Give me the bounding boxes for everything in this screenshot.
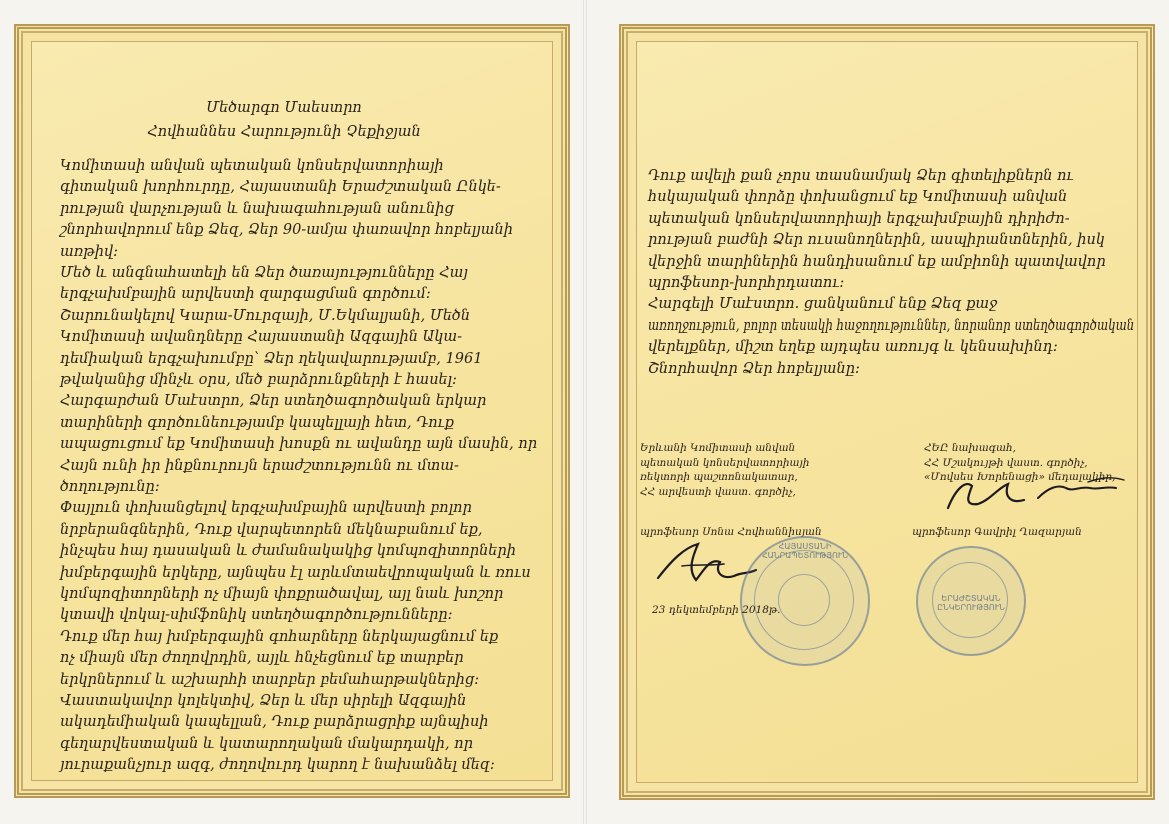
- right-body-line: պետական կոնսերվատորիայի երգչախմբային դիրիժո-: [648, 210, 1070, 227]
- left-body-line: Վաստակավոր կոլեկտիվ, Ձեր և մեր սիրելի Ազգային: [60, 693, 467, 709]
- signatory-right-line: ՀՀ Մշակույթի վաստ. գործիչ,: [924, 456, 1088, 469]
- right-body-line: Հարգելի Մաէստրո. ցանկանում ենք Ձեզ քաջ: [648, 296, 998, 313]
- left-body-line: Դուք մեր հայ խմբերգային գոհարները ներկայացնում եք: [60, 628, 499, 645]
- signatory-left-line: Երևանի Կոմիտասի անվան: [640, 442, 796, 454]
- right-body-line: պրոֆեսոր-խորհրդատու:: [648, 275, 845, 291]
- left-body-line: երգչախմբային արվեստի զարգացման գործում:: [60, 286, 431, 303]
- right-body-line: Շնորհավոր Ձեր հոբելյանը:: [648, 360, 860, 377]
- left-body-line: Մեծ և անգնահատելի են Ձեր ծառայությունները Հայ: [60, 265, 468, 281]
- left-body-line: թվականից մինչև օրս, մեծ բարձրունքների է հասել:: [60, 372, 457, 388]
- left-body-line: րության վարչության և նախագահության անունից: [60, 200, 454, 217]
- official-seal-right: [916, 546, 1026, 656]
- left-body-line: ծողությունը:: [60, 479, 160, 495]
- left-body-line: նրբերանգներին, Դուք վարպետորեն մեկնաբանում եք,: [60, 521, 483, 538]
- right-body-line: վերջին տարիներին հանդիսանում եք ամբիոնի պատվավոր: [648, 253, 1106, 270]
- left-body-line: ինչպես հայ դասական և ժամանակակից կոմպոզիտորների: [60, 543, 516, 560]
- left-body-line: Փայլուն փոխանցելով երգչախմբային արվեստի բոլոր: [60, 500, 472, 517]
- left-body-line: գեղարվեստական և կատարողական մակարդակի, որ: [60, 735, 473, 752]
- page-gutter: [583, 0, 587, 824]
- left-body-line: Հարգարժան Մաէստրո, Ձեր ստեղծագործական երկար: [60, 393, 487, 410]
- signatory-left-name: պրոֆեսոր Սոնա Հովհաննիսյան: [640, 526, 822, 538]
- signatory-left-line: պետական կոնսերվատորիայի: [640, 456, 810, 469]
- left-body-line: խմբերգային երկերը, այնպես էլ արևմտաեվրոպական և ռուս: [60, 564, 531, 581]
- left-body-line: Հայն ունի իր ինքնուրույն երաժշտությունն ու մտա-: [60, 457, 459, 474]
- right-page-frame: [619, 24, 1155, 800]
- left-body-line: շնորհավորում ենք Ձեզ, Ձեր 90-ամյա փառավոր հոբելյանի: [60, 222, 513, 239]
- right-body-line: վերելքներ, միշտ եղեք այդպես առույգ և կենսախինդ:: [648, 339, 1058, 356]
- left-body-line: գիտական խորհուրդը, Հայաստանի Երաժշտական Ընկե-: [60, 179, 501, 196]
- signatory-right-line: «Մովսես Խորենացի» մեդալակիր,: [924, 471, 1116, 483]
- left-body-line: Շարունակելով Կարա-Մուրզայի, Մ.Եկմալյանի, Մեծն: [60, 307, 471, 324]
- left-body-line: երկրներում և աշխարհի տարբեր բեմահարթակներից:: [60, 671, 480, 688]
- left-body-line: տարիների գործունեությամբ կապելլայի հետ, Դուք: [60, 414, 454, 431]
- signatory-left-line: ՀՀ արվեստի վաստ. գործիչ,: [640, 485, 796, 498]
- right-body-line: առողջություն, բոլոր տեսակի հաջողություններ, նորանոր ստեղծագործական: [648, 317, 1135, 334]
- left-body-line: յուրաքանչյուր ազգ, ժողովուրդ կարող է նախանձել մեզ:: [60, 757, 495, 774]
- seal-right-text: ԵՐԱԺՇՏԱԿԱՆ ԸՆԿԵՐՈՒԹՅՈՒՆ: [937, 594, 1005, 612]
- signatory-right-name: պրոֆեսոր Գավրիլ Ղազարյան: [912, 526, 1082, 538]
- right-body-line: հսկայական փորձը փոխանցում եք Կոմիտասի անվան: [648, 189, 1068, 206]
- signatory-left-line: ռեկտորի պաշտոնակատար,: [640, 471, 798, 483]
- left-body-line: կտավի վոկալ-սիմֆոնիկ ստեղծագործությունները:: [60, 607, 453, 624]
- left-body-line: ոչ միայն մեր ժողովրդին, այլև հնչեցնում եք տարբեր: [60, 650, 464, 667]
- official-seal-left: [740, 536, 870, 666]
- left-body-line: առթիվ:: [60, 243, 118, 260]
- signatory-right-line: ՀԵԸ նախագահ,: [924, 442, 1016, 454]
- date-line: 23 դեկտեմբերի 2018թ.: [652, 604, 781, 616]
- left-body-line: ակադեմիական կապելլան, Դուք բարձրացրիք այնպիսի: [60, 714, 489, 731]
- seal-left-text: ՀԱՅԱՍՏԱՆԻ ՀԱՆՐԱՊԵՏՈՒԹՅՈՒՆ: [761, 542, 849, 560]
- heading-addressee: Հովհաննես Հարությունի Չեքիջյան: [147, 124, 421, 140]
- right-body-line: րության բաժնի Ձեր ուսանողներին, ասպիրանտներին, իսկ: [648, 232, 1105, 249]
- left-body-line: դեմիական երգչախումբը՝ Ձեր ղեկավարությամբ, 1961: [60, 350, 483, 367]
- left-body-line: կոմպոզիտորների ոչ միայն փոքրածավալ, այլ նաև խոշոր: [60, 586, 504, 602]
- left-body-line: Կոմիտասի անվան պետական կոնսերվատորիայի: [60, 158, 444, 174]
- left-body-line: ապացուցում եք Կոմիտասի խոսքն ու ավանդը այն մասին, որ: [60, 436, 538, 453]
- right-body-line: Դուք ավելի քան չորս տասնամյակ Ձեր գիտելիքներն ու: [648, 168, 1074, 184]
- heading-title: Մեծարգո Մաեստրո: [206, 100, 362, 116]
- left-body-line: Կոմիտասի ավանդները Հայաստանի Ազգային Ակա-: [60, 329, 463, 346]
- signature-right-image: [938, 474, 1128, 520]
